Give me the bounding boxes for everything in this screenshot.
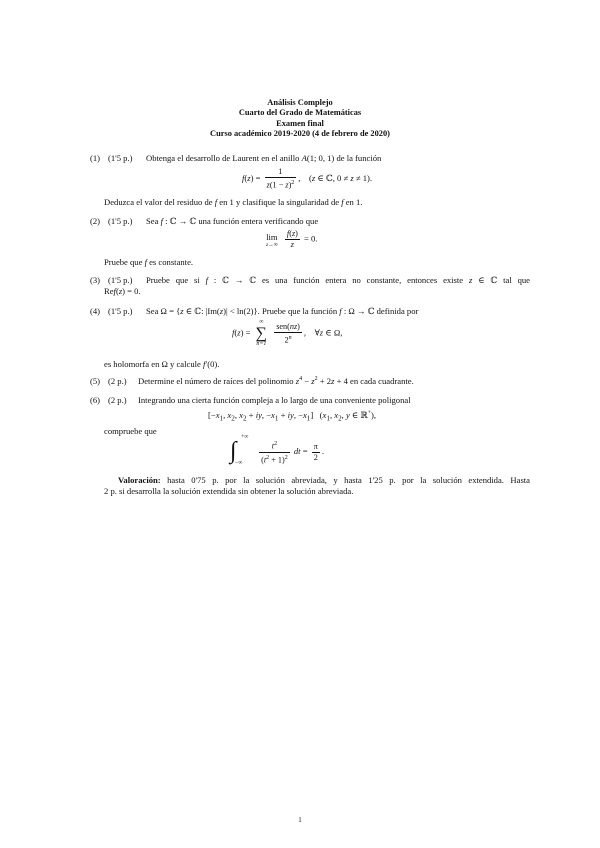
problem-3-followup: Ref(z) = 0.	[104, 286, 141, 296]
problem-points: (1'5 p.)	[108, 306, 133, 316]
problem-6-polygon: [$-x_1$, $x_2$, $x_2$ + iy, $-x_1$ + iy, $-x_1$] ($x_1$, $x_2$, y ∈ ℝ+),	[208, 410, 376, 423]
problem-2-statement: Sea f : ℂ → ℂ una función entera verificando que	[146, 216, 319, 226]
problem-3-statement: Pruebe que si f : ℂ → ℂ es una función entera no constante, entonces existe z ∈ ℂ tal que	[146, 275, 530, 285]
grading-label: Valoración:	[118, 475, 161, 485]
exam-type: Examen final	[276, 118, 324, 128]
problem-4-statement: Sea Ω = {z ∈ ℂ: |Im(z)| < ln(2)}. Pruebe que la función f : Ω → ℂ definida por	[146, 306, 419, 316]
problem-6-followup: compruebe que	[104, 426, 157, 436]
course-title: Análisis Complejo	[267, 98, 333, 107]
problem-1-statement: Obtenga el desarrollo de Laurent en el anillo A(1; 0, 1) de la función	[146, 153, 382, 163]
problem-points: (1'5 p.)	[108, 216, 133, 226]
problem-2-formula: lim z→∞ $\frac{f(z)}{z}$ = 0.	[266, 229, 318, 249]
problem-2-followup: Pruebe que f es constante.	[104, 257, 194, 267]
problem-5-statement: Determine el número de raíces del polinomio $z^4 - z^2 + 2z + 4$ en cada cuadrante.	[138, 376, 414, 386]
problem-points: (2 p.)	[108, 376, 127, 386]
problem-6-formula: ∫ +∞ −∞ $\frac{t^2}{(t^2 + 1)^2}$ dt = $\frac{\pi}{2}$ .	[230, 434, 325, 466]
problem-number: (2)	[90, 216, 101, 226]
problem-number: (6)	[90, 395, 101, 405]
problem-4-followup: es holomorfa en Ω y calcule f′(0).	[104, 359, 220, 369]
page-number: 1	[298, 816, 302, 824]
problem-number: (3)	[90, 275, 101, 285]
problem-4-formula: f(z) = ∞ ∑ n=1 $\frac{\text{sen(nz)}}{2^n}$ , ∀z ∈ Ω,	[232, 319, 343, 347]
grading-line-2: 2 p. si desarrolla la solución extendida sin obtener la solución abreviada.	[104, 486, 354, 496]
problem-1-followup: Deduzca el valor del residuo de f en 1 y clasifique la singularidad de f en 1.	[104, 197, 363, 207]
exam-header	[0, 98, 600, 139]
problem-number: (4)	[90, 306, 101, 316]
grading-line-1: Valoración: hasta 0'75 p. por la solución abreviada, y hasta 1'25 p. por la solución extendida. Hasta	[118, 475, 530, 485]
degree-line: Cuarto del Grado de Matemáticas	[238, 108, 362, 118]
problem-points: (2 p.)	[108, 395, 127, 405]
problem-number: (1)	[90, 153, 101, 163]
problem-6-statement: Integrando una cierta función compleja a lo largo de una conveniente poligonal	[138, 395, 411, 405]
problem-points: (1'5 p.)	[108, 275, 133, 285]
problem-1-formula: f(z) = $\frac{1}{z(1 - z)^2}$ , (z ∈ ℂ, 0 ≠ z ≠ 1).	[242, 167, 373, 190]
problem-number: (5)	[90, 376, 101, 386]
academic-year: Curso académico 2019-2020 (4 de febrero de 2020)	[210, 128, 390, 138]
problem-points: (1'5 p.)	[108, 153, 133, 163]
